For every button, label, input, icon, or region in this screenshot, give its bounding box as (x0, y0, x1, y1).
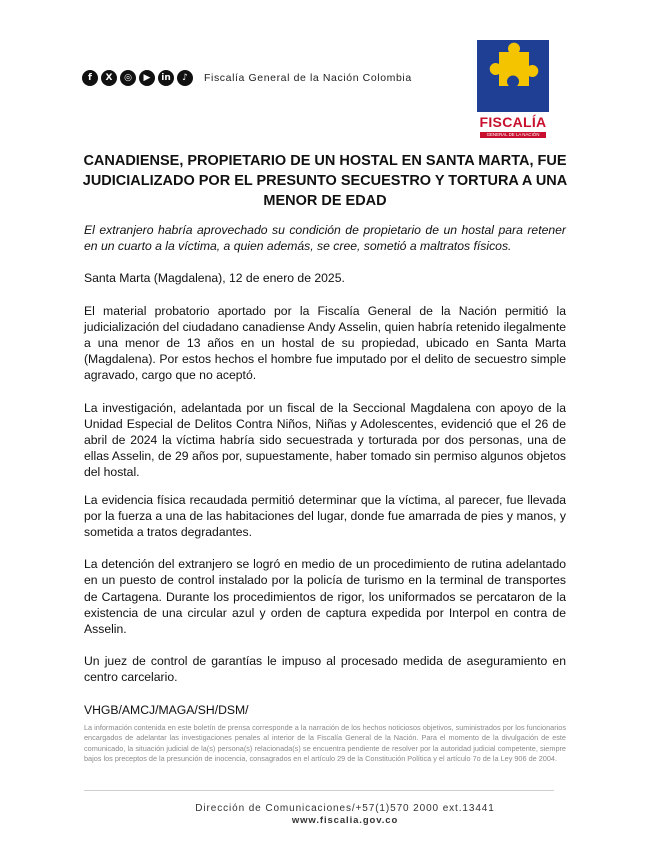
tiktok-icon[interactable]: ♪ (177, 70, 193, 86)
footer-divider (84, 790, 554, 791)
youtube-icon[interactable]: ▶ (139, 70, 155, 86)
legal-disclaimer: La información contenida en este boletín de prensa corresponde a la narración de los hechos noticiosos objetivos, suministrados por los funcionarios encargados de adelantar las investigaciones penales al interior de la Fiscalía General de la Nación. Para el momento de la divulgación de este comunicado, la situación judicial de la(s) persona(s) relacionada(s) se encuentra pendiente de resolver por la autoridad judicial competente, siempre bajos los preceptos de la presunción de inocencia, consagrados en el artículo 29 de la Constitución Política y el artículo 7o de la Ley 906 de 2004. (84, 723, 566, 763)
puzzle-logo-icon (477, 40, 549, 112)
footer-contact: Dirección de Comunicaciones/+57(1)570 2000 ext.13441 (195, 803, 495, 814)
page-header (82, 70, 412, 86)
dateline: Santa Marta (Magdalena), 12 de enero de 2025. (84, 271, 345, 286)
body-paragraph: Un juez de control de garantías le impuso al procesado medida de aseguramiento en centro carcelario. (84, 654, 566, 685)
logo-subtitle: GENERAL DE LA NACIÓN (480, 132, 546, 138)
body-paragraph: La evidencia física recaudada permitió determinar que la víctima, al parecer, fue llevada por la fuerza a una de las habitaciones del lugar, donde fue amarrada de pies y manos, y sometida a tratos degradantes. (84, 492, 566, 540)
body-paragraph: La investigación, adelantada por un fiscal de la Seccional Magdalena con apoyo de la Unidad Especial de Delitos Contra Niños, Niñas y Adolescentes, evidenció que el 26 de abril de 2024 la víctima habría sido secuestrada y torturada por dos personas, una de ellas Asselin, de 29 años por, supuestamente, haber tomado sin permiso algunos objetos del hostal. (84, 400, 566, 480)
linkedin-icon[interactable]: in (158, 70, 174, 86)
instagram-icon[interactable]: ◎ (120, 70, 136, 86)
facebook-icon[interactable]: f (82, 70, 98, 86)
lead-paragraph: El extranjero habría aprovechado su condición de propietario de un hostal para retener en un cuarto a la víctima, a quien además, se cree, sometió a maltratos físicos. (84, 223, 566, 254)
body-paragraph: El material probatorio aportado por la Fiscalía General de la Nación permitió la judicialización del ciudadano canadiense Andy Asselin, quien habría retenido ilegalmente a una menor de 13 años en un hostal de su propiedad, ubicado en Santa Marta (Magdalena). Por estos hechos el hombre fue imputado por el delito de secuestro simple agravado, cargo que no aceptó. (84, 303, 566, 383)
social-links (82, 70, 193, 86)
footer-website-link[interactable]: www.fiscalia.gov.co (291, 815, 399, 826)
organization-name: Fiscalía General de la Nación Colombia (204, 72, 412, 84)
press-release-title: CANADIENSE, PROPIETARIO DE UN HOSTAL EN SANTA MARTA, FUE JUDICIALIZADO POR EL PRESUNTO SECUESTRO Y TORTURA A UNA MENOR DE EDAD (82, 153, 568, 209)
press-release-body (84, 222, 566, 718)
body-paragraph: La detención del extranjero se logró en medio de un procedimiento de rutina adelantado en un puesto de control instalado por la policía de turismo en la terminal de transportes de Cartagena. Durante los procedimientos de rigor, los uniformados se percataron de la existencia de una circular azul y orden de captura expedida por Interpol en contra de Asselin. (84, 557, 566, 637)
signoff: VHGB/AMCJ/MAGA/SH/DSM/ (84, 702, 249, 717)
logo-wordmark: FISCALÍA (479, 114, 547, 130)
x-icon[interactable]: X (101, 70, 117, 86)
fiscalia-logo (477, 40, 549, 138)
